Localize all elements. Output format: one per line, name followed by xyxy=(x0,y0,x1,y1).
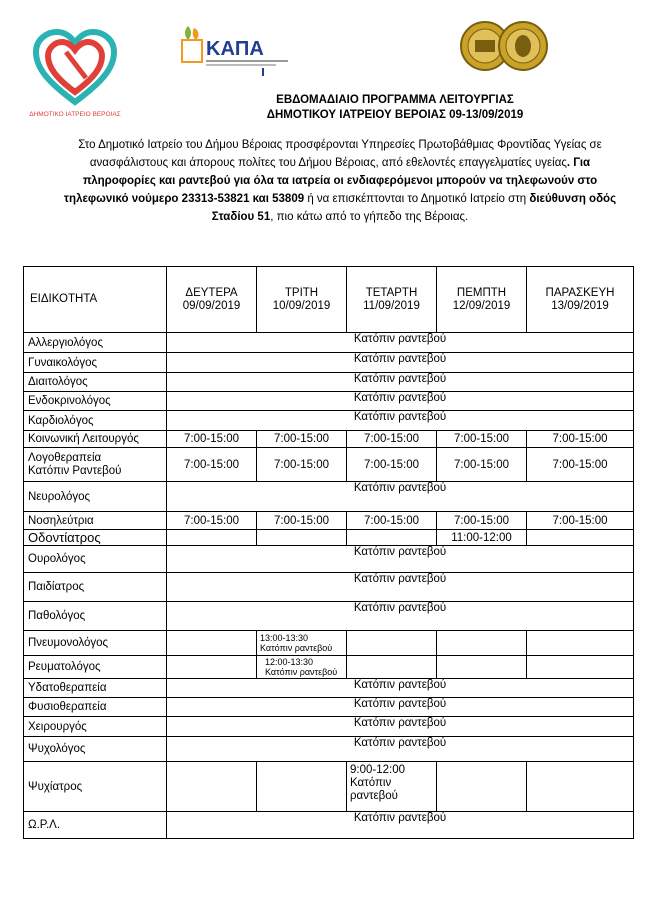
header-monday: ΔΕΥΤΕΡΑ 09/09/2019 xyxy=(167,267,257,333)
time-cell: 7:00-15:00 xyxy=(437,431,527,448)
clinic-caption: ΔΗΜΟΤΙΚΟ ΙΑΤΡΕΙΟ ΒΕΡΟΙΑΣ xyxy=(29,111,121,118)
intro-text-4: , πιο κάτω από το γήπεδο της Βέροιας. xyxy=(270,211,469,223)
empty-cell xyxy=(257,530,347,546)
doc-title-line2: ΔΗΜΟΤΙΚΟΥ ΙΑΤΡΕΙΟΥ ΒΕΡΟΙΑΣ 09-13/09/2019 xyxy=(266,109,524,121)
row-label: Νοσηλεύτρια xyxy=(24,512,167,530)
time-cell: 7:00-15:00 xyxy=(167,448,257,482)
row-label: Ω.Ρ.Λ. xyxy=(24,812,167,839)
time-cell: 7:00-15:00 xyxy=(347,448,437,482)
table-row xyxy=(24,812,634,839)
time-cell: 13:00-13:30 Κατόπιν ραντεβού xyxy=(257,631,347,656)
table-row xyxy=(24,573,634,602)
time-cell: 7:00-15:00 xyxy=(167,431,257,448)
schedule-table xyxy=(23,266,634,839)
time-cell: 7:00-15:00 xyxy=(257,512,347,530)
appointment-cell: Κατόπιν ραντεβού xyxy=(167,573,634,602)
table-row xyxy=(24,411,634,431)
empty-cell xyxy=(437,631,527,656)
appointment-cell: Κατόπιν ραντεβού xyxy=(167,546,634,573)
table-row xyxy=(24,546,634,573)
time-cell: 7:00-15:00 xyxy=(527,448,634,482)
empty-cell xyxy=(527,656,634,679)
empty-cell xyxy=(167,530,257,546)
table-row xyxy=(24,530,634,546)
appointment-cell: Κατόπιν ραντεβού xyxy=(167,411,634,431)
row-label: Ψυχίατρος xyxy=(24,762,167,812)
time-cell: 12:00-13:30 Κατόπιν ραντεβού xyxy=(257,656,347,679)
intro-text-1: Στο Δημοτικό Ιατρείο του Δήμου Βέροιας προσφέρονται Υπηρεσίες Πρωτοβάθμιας Φροντίδας Υγείας σε ανασφάλιστους και άπορους πολίτες του Δήμου Βέροιας, από εθελοντές επαγγελματίες υγείας xyxy=(78,139,602,169)
time-cell: 7:00-15:00 xyxy=(167,512,257,530)
kapa-logo xyxy=(178,22,296,77)
row-label: Καρδιολόγος xyxy=(24,411,167,431)
header-thursday: ΠΕΜΠΤΗ 12/09/2019 xyxy=(437,267,527,333)
row-label: Νευρολόγος xyxy=(24,482,167,512)
time-cell: 7:00-15:00 xyxy=(347,512,437,530)
time-cell: 7:00-15:00 xyxy=(347,431,437,448)
row-label: Διαιτολόγος xyxy=(24,373,167,392)
row-label: Παιδίατρος xyxy=(24,573,167,602)
empty-cell xyxy=(347,631,437,656)
time-cell: 7:00-15:00 xyxy=(257,448,347,482)
empty-cell xyxy=(527,631,634,656)
empty-cell xyxy=(527,762,634,812)
empty-cell xyxy=(257,762,347,812)
appointment-cell: Κατόπιν ραντεβού xyxy=(167,373,634,392)
empty-cell xyxy=(347,656,437,679)
header-specialty: ΕΙΔΙΚΟΤΗΤΑ xyxy=(24,267,167,333)
row-label: Υδατοθεραπεία xyxy=(24,679,167,698)
empty-cell xyxy=(347,530,437,546)
table-row xyxy=(24,762,634,812)
time-cell: 7:00-15:00 xyxy=(527,512,634,530)
empty-cell xyxy=(437,656,527,679)
intro-paragraph xyxy=(60,136,620,226)
row-label: Ψυχολόγος xyxy=(24,737,167,762)
appointment-cell: Κατόπιν ραντεβού xyxy=(167,353,634,373)
table-row xyxy=(24,679,634,698)
time-cell: 9:00-12:00 Κατόπιν ραντεβού xyxy=(347,762,437,812)
row-label: Παθολόγος xyxy=(24,602,167,631)
empty-cell xyxy=(167,762,257,812)
table-row xyxy=(24,431,634,448)
row-label: Ενδοκρινολόγος xyxy=(24,392,167,411)
empty-cell xyxy=(167,631,257,656)
intro-text-3: ή να επισκέπτονται το Δημοτικό Ιατρείο στη xyxy=(304,193,530,205)
appointment-cell: Κατόπιν ραντεβού xyxy=(167,482,634,512)
doc-title-line1: ΕΒΔΟΜΑΔΙΑΙΟ ΠΡΟΓΡΑΜΜΑ ΛΕΙΤΟΥΡΓΙΑΣ xyxy=(276,94,514,106)
appointment-cell: Κατόπιν ραντεβού xyxy=(167,812,634,839)
header-wednesday: ΤΕΤΑΡΤΗ 11/09/2019 xyxy=(347,267,437,333)
header-tuesday: ΤΡΙΤΗ 10/09/2019 xyxy=(257,267,347,333)
row-label: Οδοντίατρος xyxy=(24,530,167,546)
appointment-cell: Κατόπιν ραντεβού xyxy=(167,679,634,698)
table-row xyxy=(24,631,634,656)
table-row xyxy=(24,512,634,530)
time-cell: 7:00-15:00 xyxy=(257,431,347,448)
row-label: Φυσιοθεραπεία xyxy=(24,698,167,717)
empty-cell xyxy=(167,656,257,679)
appointment-cell: Κατόπιν ραντεβού xyxy=(167,602,634,631)
phone-number: 23313-53821 και 53809 xyxy=(181,193,305,205)
appointment-cell: Κατόπιν ραντεβού xyxy=(167,717,634,737)
appointment-cell: Κατόπιν ραντεβού xyxy=(167,333,634,353)
intro-text-2: . Για πληροφορίες και ραντεβού για όλα τα ιατρεία οι ενδιαφερόμενοι μπορούν να τηλεφωνούν στο τηλεφωνικό νούμερο xyxy=(63,157,598,205)
address: διεύθυνση οδός Σταδίου 51 xyxy=(211,193,617,223)
row-label: Χειρουργός xyxy=(24,717,167,737)
row-label: Κοινωνική Λειτουργός xyxy=(24,431,167,448)
empty-cell xyxy=(527,530,634,546)
empty-cell xyxy=(437,762,527,812)
time-cell: 7:00-15:00 xyxy=(527,431,634,448)
row-label: Πνευμονολόγος xyxy=(24,631,167,656)
appointment-cell: Κατόπιν ραντεβού xyxy=(167,392,634,411)
table-header-row xyxy=(24,267,634,333)
row-label: Λογοθεραπεία Κατόπιν Ραντεβού xyxy=(24,448,167,482)
municipal-coin-logo xyxy=(460,18,550,74)
table-row xyxy=(24,333,634,353)
time-cell: 7:00-15:00 xyxy=(437,512,527,530)
table-row xyxy=(24,656,634,679)
row-label: Αλλεργιολόγος xyxy=(24,333,167,353)
table-row xyxy=(24,717,634,737)
table-row xyxy=(24,353,634,373)
kapa-text: ΚΑΠΑ xyxy=(206,38,264,60)
table-row xyxy=(24,448,634,482)
row-label: Γυναικολόγος xyxy=(24,353,167,373)
table-row xyxy=(24,602,634,631)
row-label: Ουρολόγος xyxy=(24,546,167,573)
table-row xyxy=(24,373,634,392)
time-cell: 7:00-15:00 xyxy=(437,448,527,482)
appointment-cell: Κατόπιν ραντεβού xyxy=(167,698,634,717)
row-label: Ρευματολόγος xyxy=(24,656,167,679)
table-row xyxy=(24,737,634,762)
appointment-cell: Κατόπιν ραντεβού xyxy=(167,737,634,762)
header-friday: ΠΑΡΑΣΚΕΥΗ 13/09/2019 xyxy=(527,267,634,333)
time-cell: 11:00-12:00 xyxy=(437,530,527,546)
table-row xyxy=(24,698,634,717)
table-row xyxy=(24,392,634,411)
table-row xyxy=(24,482,634,512)
